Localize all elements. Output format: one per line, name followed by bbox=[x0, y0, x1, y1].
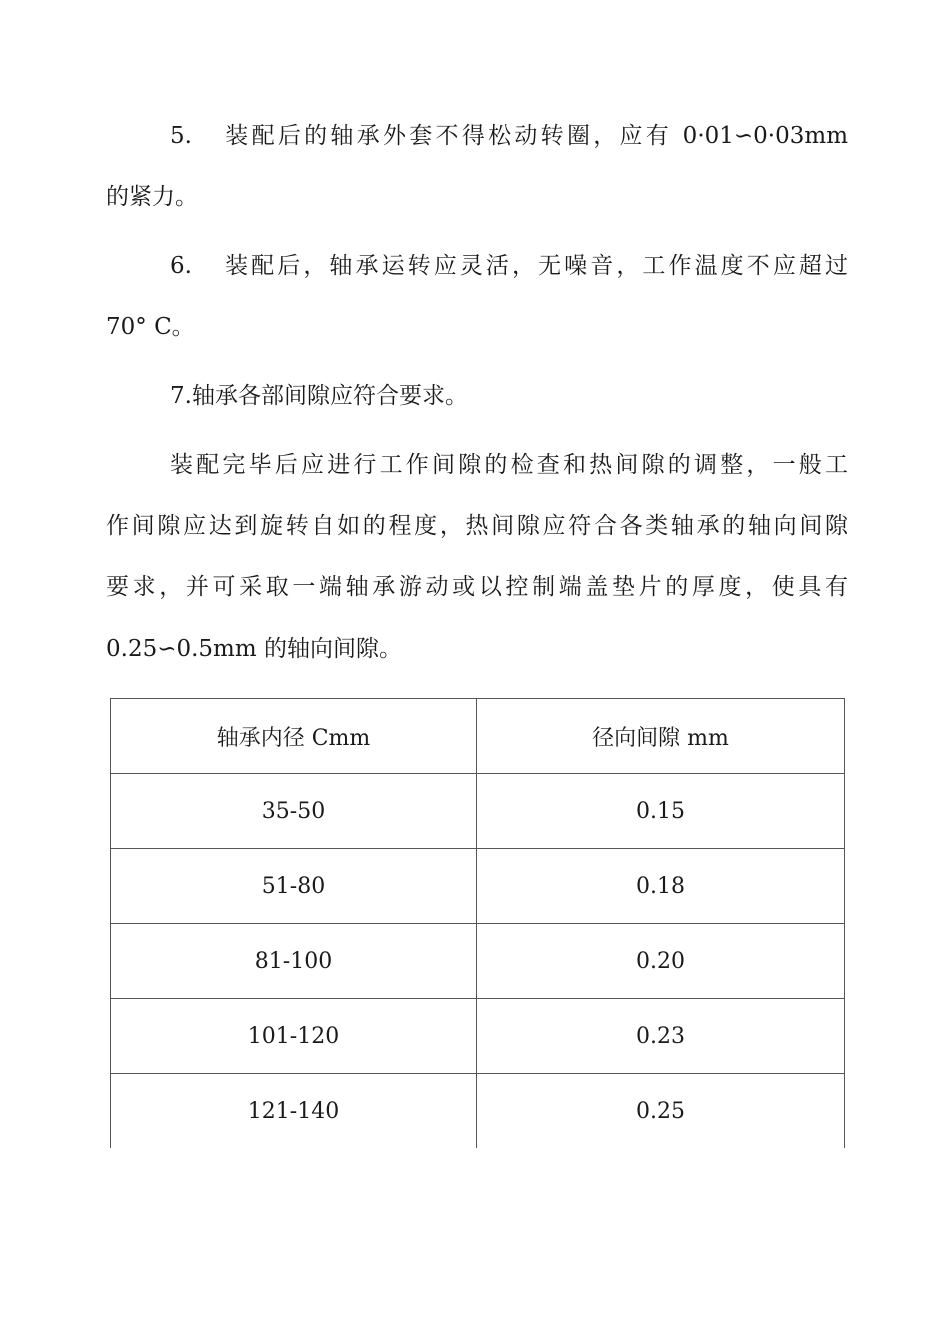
clearance-table bbox=[110, 698, 845, 1148]
table-row bbox=[111, 1074, 845, 1149]
cell-bore-diameter: 121-140 bbox=[111, 1074, 477, 1149]
item-6-line-1 bbox=[170, 251, 848, 281]
cell-bore-diameter: 35-50 bbox=[111, 774, 477, 849]
paragraph-line-1: 装配完毕后应进行工作间隙的检查和热间隙的调整，一般工 bbox=[170, 452, 848, 478]
item-5-line-2: 的紧力。 bbox=[106, 184, 198, 210]
cell-bore-diameter: 81-100 bbox=[111, 924, 477, 999]
cell-bore-diameter: 51-80 bbox=[111, 849, 477, 924]
cell-radial-clearance: 0.25 bbox=[477, 1074, 845, 1149]
header-bore-diameter: 轴承内径 Cmm bbox=[111, 699, 477, 774]
cell-radial-clearance: 0.20 bbox=[477, 924, 845, 999]
table-row bbox=[111, 999, 845, 1074]
item-6-text: 装配后，轴承运转应灵活，无噪音，工作温度不应超过 bbox=[222, 253, 848, 279]
paragraph-line-3: 要求，并可采取一端轴承游动或以控制端盖垫片的厚度，使具有 bbox=[106, 574, 848, 600]
cell-radial-clearance: 0.18 bbox=[477, 849, 845, 924]
item-6-line-2: 70° C。 bbox=[106, 314, 195, 340]
item-5-text: 装配后的轴承外套不得松动转圈，应有 0·01∽0·03mm bbox=[222, 123, 848, 149]
cell-radial-clearance: 0.15 bbox=[477, 774, 845, 849]
table-row bbox=[111, 774, 845, 849]
table-row bbox=[111, 924, 845, 999]
cell-radial-clearance: 0.23 bbox=[477, 999, 845, 1074]
cell-bore-diameter: 101-120 bbox=[111, 999, 477, 1074]
table-header-row bbox=[111, 699, 845, 774]
paragraph-line-4: 0.25∽0.5mm 的轴向间隙。 bbox=[106, 636, 402, 662]
table-row bbox=[111, 849, 845, 924]
item-5-number: 5. bbox=[170, 123, 192, 149]
item-5-line-1 bbox=[170, 121, 848, 151]
item-7-text: 7.轴承各部间隙应符合要求。 bbox=[170, 383, 468, 409]
header-radial-clearance: 径向间隙 mm bbox=[477, 699, 845, 774]
item-6-number: 6. bbox=[170, 253, 192, 279]
paragraph-line-2: 作间隙应达到旋转自如的程度，热间隙应符合各类轴承的轴向间隙 bbox=[106, 513, 848, 539]
